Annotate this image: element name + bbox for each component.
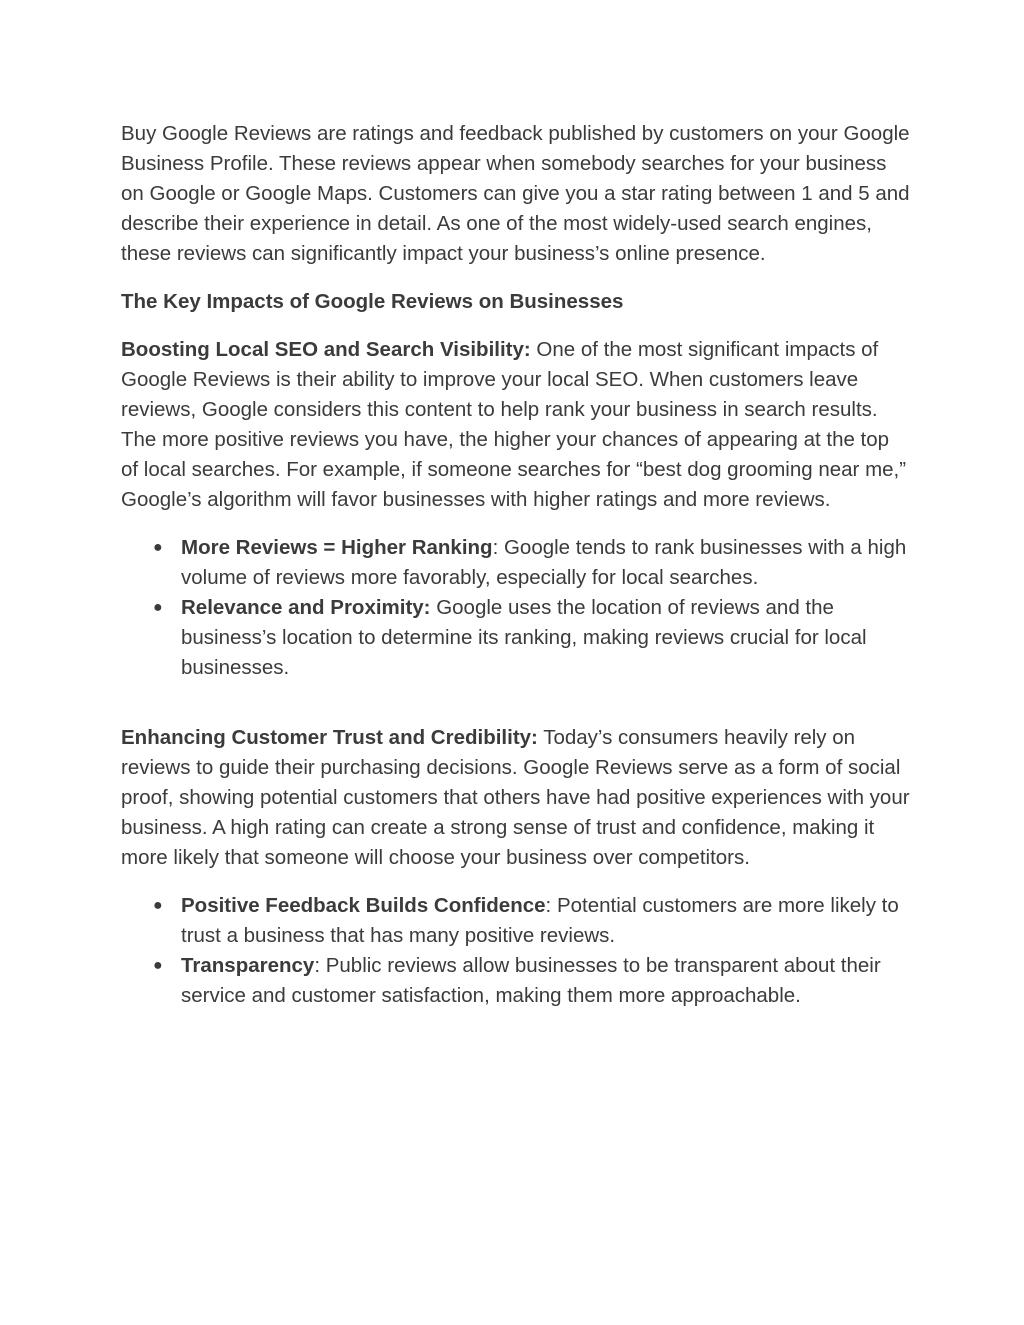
intro-paragraph: Buy Google Reviews are ratings and feedback published by customers on your Google Business Profile. These reviews appear when somebody searches for your business on Google or Google Maps. Customers can give you a star rating between 1 and 5 and describe their experience in detail. As one of the most widely-used search engines, these reviews can significantly impact your business’s online presence. <box>121 122 910 265</box>
list-item <box>121 593 911 683</box>
list-item-lead: Relevance and Proximity: <box>181 596 431 619</box>
list-item-lead: Positive Feedback Builds Confidence <box>181 894 546 917</box>
bullet-icon: ● <box>153 897 163 914</box>
section-heading: The Key Impacts of Google Reviews on Businesses <box>121 290 624 313</box>
seo-bullet-list <box>121 533 911 683</box>
bullet-icon: ● <box>153 599 163 616</box>
list-item-lead: Transparency <box>181 954 315 977</box>
list-item-body: : Public reviews allow businesses to be transparent about their service and customer satisfaction, making them more approachable. <box>181 954 881 1007</box>
trust-paragraph-body: Today’s consumers heavily rely on reviews to guide their purchasing decisions. Google Reviews serve as a form of social proof, showing potential customers that others have had positive experiences with your business. A high rating can create a strong sense of trust and confidence, making it more likely that someone will choose your business over competitors. <box>121 726 910 869</box>
seo-paragraph-lead: Boosting Local SEO and Search Visibility: <box>121 338 531 361</box>
trust-bullet-list <box>121 891 911 1011</box>
trust-paragraph-lead: Enhancing Customer Trust and Credibility: <box>121 726 538 749</box>
list-item <box>121 533 911 593</box>
list-item <box>121 951 911 1011</box>
list-item-lead: More Reviews = Higher Ranking <box>181 536 493 559</box>
bullet-icon: ● <box>153 957 163 974</box>
document-page <box>121 119 911 1011</box>
bullet-icon: ● <box>153 539 163 556</box>
list-item-body: Google uses the location of reviews and the business’s location to determine its ranking, making reviews crucial for local businesses. <box>181 596 867 679</box>
list-item-body: : Potential customers are more likely to trust a business that has many positive reviews. <box>181 894 899 947</box>
list-item <box>121 891 911 951</box>
seo-paragraph <box>121 335 911 515</box>
trust-paragraph <box>121 723 911 873</box>
seo-paragraph-body: One of the most significant impacts of Google Reviews is their ability to improve your local SEO. When customers leave reviews, Google considers this content to help rank your business in search results. The more positive reviews you have, the higher your chances of appearing at the top of local searches. For example, if someone searches for “best dog grooming near me,” Google’s algorithm will favor businesses with higher ratings and more reviews. <box>121 338 907 511</box>
list-item-body: : Google tends to rank businesses with a high volume of reviews more favorably, especially for local searches. <box>181 536 907 589</box>
